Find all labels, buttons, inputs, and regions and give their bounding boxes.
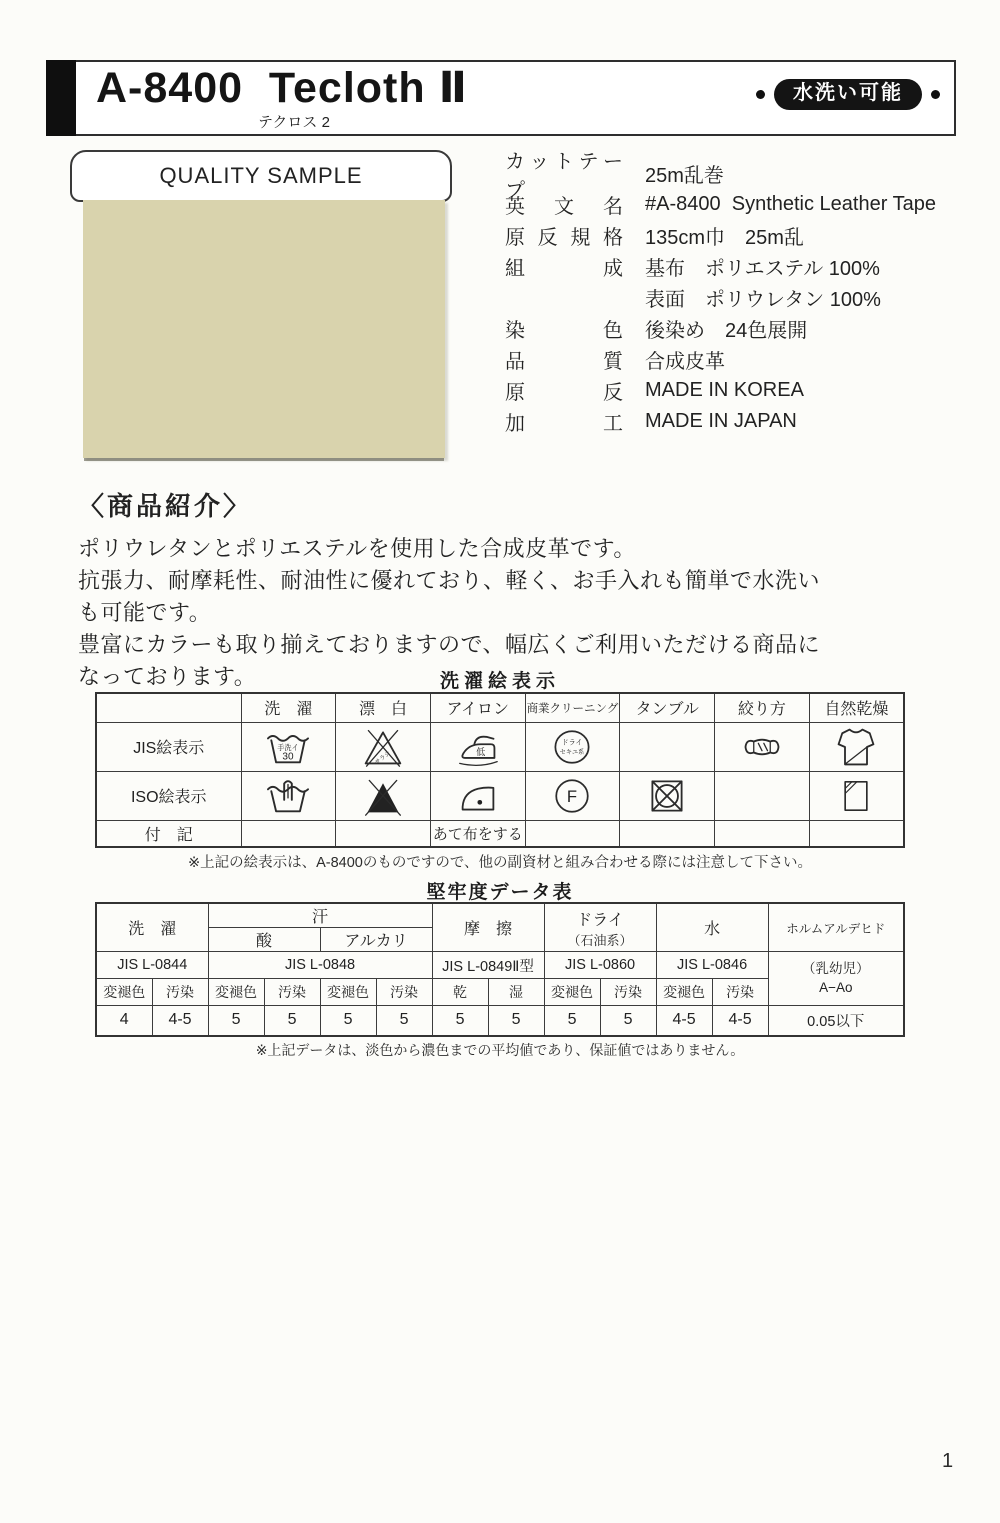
fastness-table — [95, 902, 905, 1037]
iron-low-icon — [455, 726, 501, 768]
formaldehyde-target: （乳幼児） — [802, 961, 870, 977]
table-row — [96, 771, 904, 820]
fastness-subhead-cell: 汚染 — [264, 979, 320, 1006]
spec-row — [505, 251, 936, 282]
table-row — [96, 820, 904, 847]
fastness-sub-group: 酸 — [208, 928, 320, 952]
corner-cell — [96, 693, 241, 722]
fastness-dry-line1: ドライ — [576, 911, 624, 929]
table-row — [96, 903, 904, 928]
spec-value: 基布 ポリエステル 100% — [645, 258, 880, 280]
spec-value: 合成皮革 — [645, 351, 725, 373]
wash-care-footnote: ※上記の絵表示は、A-8400のものですので、他の副資材と組み合わせる際には注意して下さい。 — [187, 855, 813, 871]
fastness-value-cell: 4-5 — [152, 1006, 208, 1036]
wash-care-title: 洗濯絵表示 — [439, 671, 560, 692]
wash-cell — [430, 722, 525, 771]
svg-text:F: F — [567, 786, 578, 806]
fastness-group-header: 洗 濯 — [96, 903, 208, 952]
wash-col-header: 自然乾燥 — [809, 693, 904, 722]
table-row — [96, 952, 904, 979]
intro-line: も可能です。 — [78, 600, 212, 625]
page-subtitle: テクロス 2 — [258, 114, 330, 131]
fastness-standard-cell: JIS L-0849Ⅱ型 — [432, 952, 544, 979]
spec-label: 染色 — [505, 320, 623, 342]
professional-clean-F-circle-icon — [551, 775, 593, 817]
wash-cell — [620, 771, 715, 820]
shade-line-dry-square-icon — [836, 775, 876, 817]
wash-col-header: 漂 白 — [336, 693, 431, 722]
fastness-subhead-cell: 乾 — [432, 979, 488, 1006]
fastness-value-cell: 4-5 — [656, 1006, 712, 1036]
wash-cell-empty — [715, 820, 810, 847]
wash-care-table — [95, 692, 905, 848]
wash-col-header: タンブル — [620, 693, 715, 722]
wash-cell — [336, 722, 431, 771]
fastness-subhead-cell: 変褪色 — [656, 979, 712, 1006]
wash-cell — [809, 722, 904, 771]
wash-cell — [430, 771, 525, 820]
spec-value: 後染め 24色展開 — [645, 320, 808, 342]
fastness-subhead-cell: 汚染 — [712, 979, 768, 1006]
fastness-value-cell: 5 — [320, 1006, 376, 1036]
svg-text:セキユ系: セキユ系 — [560, 748, 585, 756]
spec-value: 135cm巾 25m乱 — [645, 227, 804, 249]
intro-line: なっております。 — [78, 664, 257, 689]
spec-row — [505, 189, 936, 220]
header-bar — [46, 60, 956, 136]
quality-sample-tab — [70, 150, 452, 202]
header-accent-block — [46, 60, 76, 136]
spec-label: カットテープ — [505, 150, 623, 202]
fastness-value-cell: 5 — [264, 1006, 320, 1036]
fabric-swatch — [83, 200, 445, 458]
fastness-value-cell: 5 — [600, 1006, 656, 1036]
wash-cell-empty — [620, 820, 715, 847]
spec-label: 加工 — [505, 413, 623, 435]
fastness-sub-group: アルカリ — [320, 928, 432, 952]
table-row — [96, 693, 904, 722]
badge-label: 水洗い可能 — [774, 79, 922, 110]
fastness-formaldehyde-value: 0.05以下 — [768, 1006, 904, 1036]
fastness-group-header: 水 — [656, 903, 768, 952]
wash-cell-empty — [241, 820, 336, 847]
fastness-subhead-cell: 変褪色 — [208, 979, 264, 1006]
spec-value: 表面 ポリウレタン 100% — [645, 289, 881, 311]
fastness-value-cell: 5 — [544, 1006, 600, 1036]
drip-dry-shade-shirt-icon — [834, 725, 878, 769]
fastness-value-cell: 5 — [432, 1006, 488, 1036]
page-number: 1 — [942, 1450, 954, 1472]
wash-cell — [525, 771, 620, 820]
formaldehyde-range: A−Ao — [819, 979, 853, 995]
wash-row-header: 付 記 — [96, 820, 241, 847]
spec-row — [505, 406, 936, 437]
badge-dot — [756, 90, 765, 99]
no-bleach-filled-triangle-icon — [361, 775, 405, 817]
intro-line: 抗張力、耐摩耗性、耐油性に優れており、軽く、お手入れも簡単で水洗い — [78, 568, 821, 593]
table-row — [96, 1006, 904, 1036]
fastness-formaldehyde-cell — [768, 952, 904, 1006]
fastness-footnote: ※上記データは、淡色から濃色までの平均値であり、保証値ではありません。 — [255, 1042, 745, 1058]
fastness-subhead-cell: 汚染 — [152, 979, 208, 1006]
fastness-value-cell: 5 — [208, 1006, 264, 1036]
svg-text:サラシ: サラシ — [374, 750, 393, 766]
fastness-value-cell: 4-5 — [712, 1006, 768, 1036]
fastness-group-header — [544, 903, 656, 952]
wash-cell — [241, 722, 336, 771]
wash-cell-empty — [620, 722, 715, 771]
spec-value: MADE IN JAPAN — [645, 410, 797, 432]
fastness-subhead-cell: 湿 — [488, 979, 544, 1006]
fastness-subhead-cell: 汚染 — [600, 979, 656, 1006]
fastness-subhead-cell: 変褪色 — [544, 979, 600, 1006]
wash-cell-empty — [336, 820, 431, 847]
wash-cell-empty — [525, 820, 620, 847]
svg-text:低: 低 — [475, 746, 486, 757]
wash-cell-empty — [715, 771, 810, 820]
wash-col-header: 絞り方 — [715, 693, 810, 722]
spec-list — [505, 150, 936, 437]
fastness-dry-line2: （石油系） — [567, 932, 633, 948]
intro-line: ポリウレタンとポリエステルを使用した合成皮革です。 — [78, 536, 636, 561]
iron-one-dot-icon — [456, 777, 500, 815]
fastness-standard-cell: JIS L-0846 — [656, 952, 768, 979]
spec-label: 原反規格 — [505, 227, 623, 249]
wash-cell — [715, 722, 810, 771]
svg-text:ドライ: ドライ — [562, 738, 583, 746]
fastness-group-header: 摩 擦 — [432, 903, 544, 952]
weak-wring-icon — [740, 732, 784, 762]
badge-dot — [931, 90, 940, 99]
fastness-value-cell: 5 — [488, 1006, 544, 1036]
fastness-group-header: 汗 — [208, 903, 432, 928]
handwash-tub-icon — [265, 775, 311, 817]
fastness-standard-cell: JIS L-0848 — [208, 952, 432, 979]
svg-text:手洗イ: 手洗イ — [277, 743, 300, 752]
page-title: A-8400 Tecloth Ⅱ — [96, 64, 468, 112]
spec-label: 組成 — [505, 258, 623, 280]
fastness-value-cell: 5 — [376, 1006, 432, 1036]
fastness-subhead-cell: 変褪色 — [96, 979, 152, 1006]
spec-value: MADE IN KOREA — [645, 379, 804, 401]
wash-cell — [525, 722, 620, 771]
wash-row-header: JIS絵表示 — [96, 722, 241, 771]
wash-note-cell: あて布をする — [430, 820, 525, 847]
spec-value: #A-8400 Synthetic Leather Tape — [645, 193, 936, 215]
dryclean-petroleum-circle-icon — [551, 726, 593, 768]
spec-label: 品質 — [505, 351, 623, 373]
spec-label: 原反 — [505, 382, 623, 404]
intro-title: 〈商品紹介〉 — [78, 491, 253, 521]
spec-row — [505, 150, 936, 202]
fastness-value-cell: 4 — [96, 1006, 152, 1036]
fastness-standard-cell: JIS L-0860 — [544, 952, 656, 979]
wash-col-header: 商業クリーニング — [525, 693, 620, 722]
washable-badge — [756, 79, 940, 110]
spec-row — [505, 282, 936, 313]
svg-text:30: 30 — [282, 750, 294, 762]
table-row — [96, 722, 904, 771]
product-intro — [78, 486, 820, 693]
spec-value: 25m乱巻 — [645, 165, 724, 187]
wash-row-header: ISO絵表示 — [96, 771, 241, 820]
fastness-standard-cell: JIS L-0844 — [96, 952, 208, 979]
spec-row — [505, 375, 936, 406]
wash-col-header: アイロン — [430, 693, 525, 722]
fastness-title: 堅牢度データ表 — [426, 882, 574, 903]
wash-cell-empty — [809, 820, 904, 847]
spec-row — [505, 313, 936, 344]
quality-sample-label: QUALITY SAMPLE — [159, 163, 363, 188]
wash-col-header: 洗 濯 — [241, 693, 336, 722]
spec-row — [505, 344, 936, 375]
no-tumble-dry-icon — [645, 775, 689, 817]
spec-row — [505, 220, 936, 251]
fastness-group-header: ホルムアルデヒド — [768, 903, 904, 952]
spec-label: 英文名 — [505, 196, 623, 218]
wash-cell — [241, 771, 336, 820]
no-bleach-triangle-icon — [361, 726, 405, 768]
fastness-subhead-cell: 変褪色 — [320, 979, 376, 1006]
intro-line: 豊富にカラーも取り揃えておりますので、幅広くご利用いただける商品に — [78, 632, 821, 657]
fastness-subhead-cell: 汚染 — [376, 979, 432, 1006]
wash-cell — [809, 771, 904, 820]
wash-cell — [336, 771, 431, 820]
handwash-30-tub-icon — [265, 726, 311, 768]
